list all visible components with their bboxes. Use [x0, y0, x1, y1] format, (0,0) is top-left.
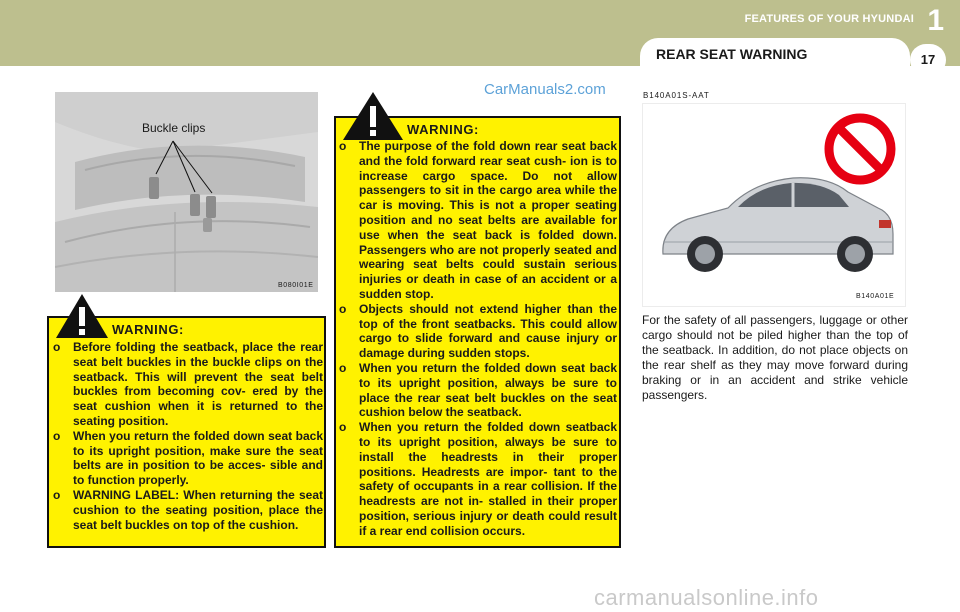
warning-item-text: WARNING LABEL: When returning the seat cushion to the seating position, place the seat belt buckles on top of the cushion.	[73, 487, 323, 532]
warning-item	[53, 429, 323, 488]
warning-triangle-icon	[55, 293, 109, 339]
warning-item	[339, 420, 617, 538]
car-figure	[642, 103, 906, 307]
warning-triangle-icon	[342, 91, 404, 141]
chapter-number: 1	[927, 4, 944, 37]
warning-item	[339, 139, 617, 302]
car-figure-code: B140A01E	[856, 293, 895, 300]
warning-item-text: When you return the folded down seat back to its upright position, make sure the seat belts are in position to be acces- sible and to function properly.	[73, 428, 323, 488]
warning-item	[53, 340, 323, 429]
rear-seat-warning-body: For the safety of all passengers, luggage or other cargo should not be piled higher than the top of the seatback. In addition, do not place objects on the rear shelf as they may move forward during braking or in an accident and strike vehicle passengers.	[642, 313, 908, 402]
bullet: o	[339, 139, 347, 153]
bullet: o	[339, 301, 347, 316]
section-code: B140A01S-AAT	[643, 91, 710, 100]
bullet: o	[53, 340, 61, 354]
warning-item-text: Objects should not extend higher than the top of the front seatbacks. This could allow cargo to slide forward and cause injury or damage during sudden stops.	[359, 301, 617, 361]
warning-heading-center: WARNING:	[407, 122, 479, 137]
warning-item-text: The purpose of the fold down rear seat back and the fold forward rear seat cush- ion is to increase cargo space. Do not allow passengers to sit in the cargo area while the car is moving. This is not a proper seating position and no seat belts are available for use when the seat back is folded down. Passengers who are not properly seated and wearing seat belts could sustain serious injuries or death in case of an accident or a sudden stop.	[359, 139, 617, 301]
warning-item-text: Before folding the seatback, place the rear seat belt buckles in the buckle clips on the seatback. This will prevent the seat belt buckles from becoming cov- ered by the seat cushion when it is returned to the seating position.	[73, 340, 323, 428]
watermark-bottom[interactable]: carmanualsonline.info	[594, 585, 819, 610]
bullet: o	[339, 360, 347, 375]
warning-list-left	[53, 340, 323, 532]
warning-item-text: When you return the folded down seatback to its upright position, always be sure to install the headrests in their proper positions. Headrests are impor- tant to the safety of occupants in a rear collision. If the headrests are not in- stalled in their proper position, serious injury or death could result if a rear end collision occurs.	[359, 420, 617, 538]
bullet: o	[53, 487, 61, 502]
warning-item	[339, 361, 617, 420]
bullet: o	[53, 428, 61, 443]
warning-item-text: When you return the folded down seat back to its upright position, always be sure to place the rear seat belt buckles on the seat cushion below the seatback.	[359, 360, 617, 420]
seat-figure-code: B080I01E	[278, 282, 314, 289]
buckle-clips-label: Buckle clips	[142, 121, 206, 135]
watermark-top[interactable]: CarManuals2.com	[484, 81, 606, 98]
section-title: REAR SEAT WARNING	[656, 46, 808, 62]
bullet: o	[339, 420, 347, 435]
warning-list-center	[339, 139, 617, 539]
warning-heading-left: WARNING:	[112, 322, 184, 337]
page-number: 17	[910, 44, 946, 76]
prohibition-icon	[823, 112, 897, 186]
warning-item	[339, 302, 617, 361]
chapter-title: FEATURES OF YOUR HYUNDAI	[744, 13, 914, 25]
warning-item	[53, 488, 323, 532]
